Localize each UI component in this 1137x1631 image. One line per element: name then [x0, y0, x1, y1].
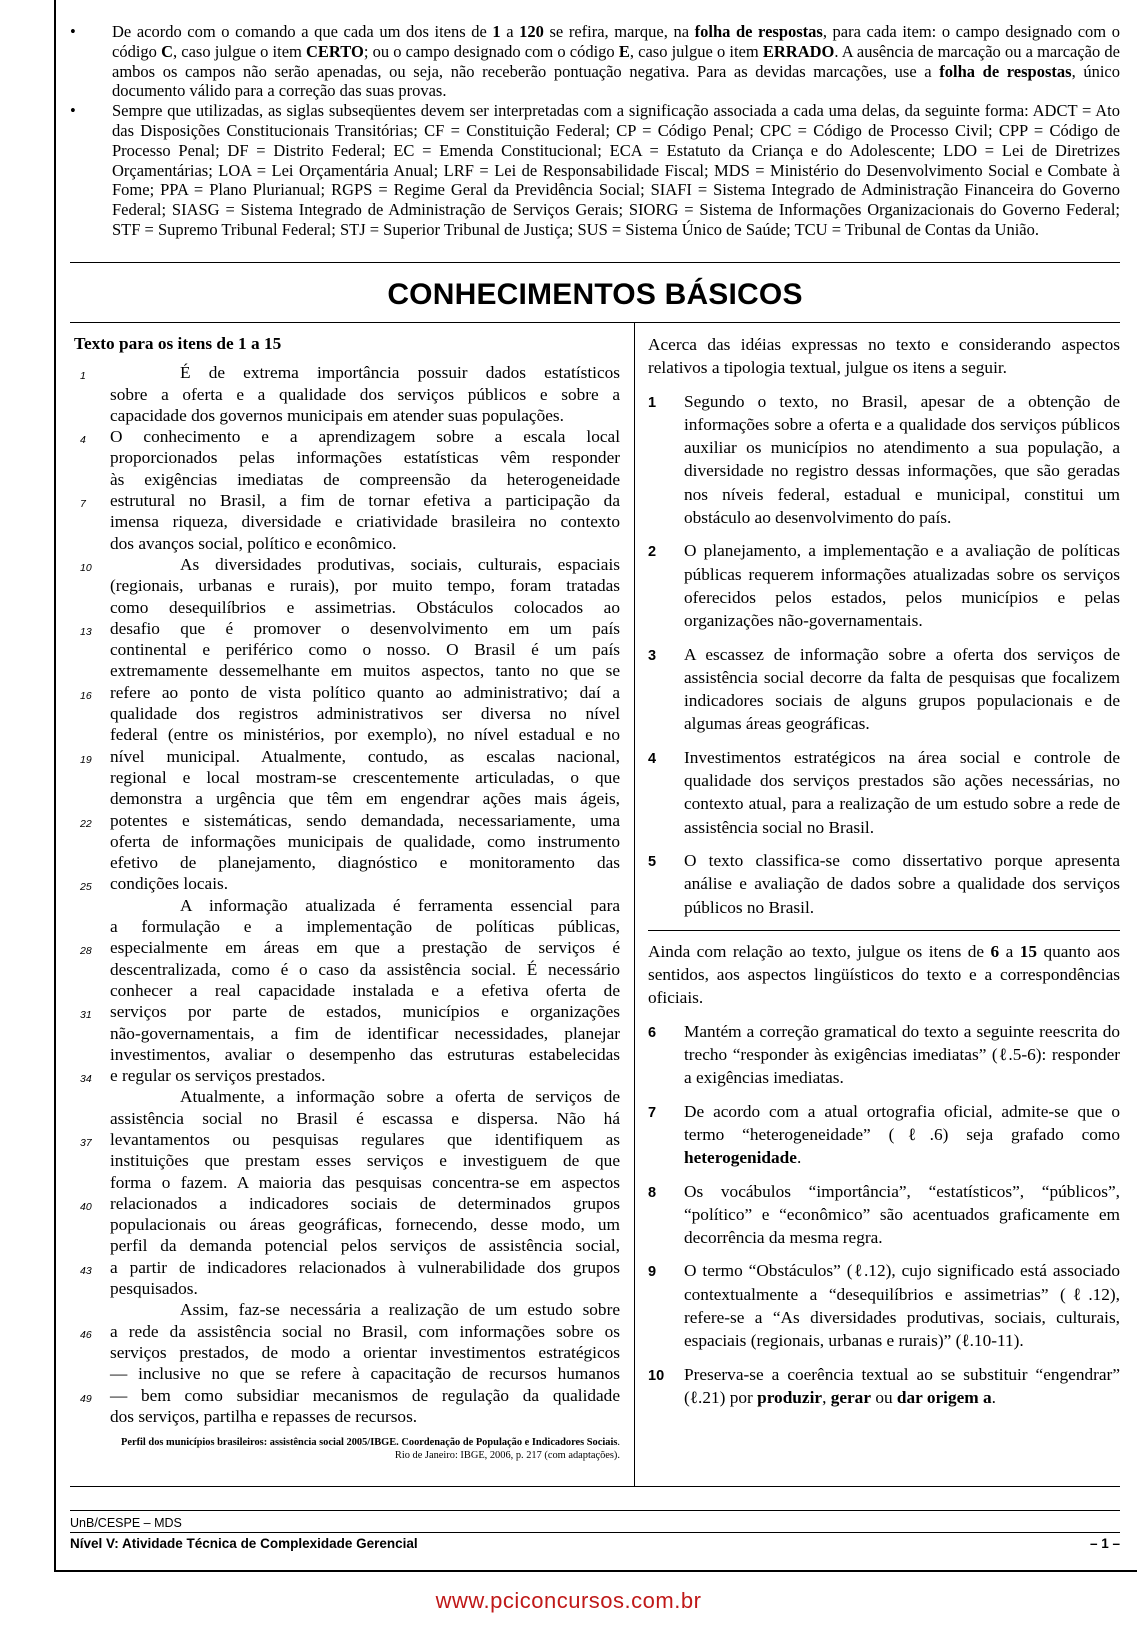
bold-text: C — [161, 41, 173, 61]
website-link[interactable]: www.pciconcursos.com.br — [435, 1588, 702, 1613]
line-text: às exigências imediatas de compreensão da heterogeneidade — [110, 469, 620, 489]
line-text: condições locais. — [110, 874, 229, 894]
line-text: serviços prestados, de modo a orientar investimentos estratégicos — [110, 1342, 620, 1362]
line-text: extremamente dessemelhante em muitos aspectos, tanto no que se — [110, 661, 620, 681]
line-text: populacionais ou áreas geográficas, fornecendo, desse modo, um — [110, 1215, 620, 1235]
text-line — [74, 1278, 620, 1299]
line-text: (regionais, urbanas e rurais), por muito tempo, foram tratadas — [110, 576, 620, 596]
text-line — [74, 597, 620, 618]
text-line — [74, 810, 620, 831]
text-heading: Texto para os itens de 1 a 15 — [74, 334, 282, 353]
line-text: não-governamentais, a fim de identificar necessidades, planejar — [110, 1023, 620, 1043]
title-rule — [70, 322, 1120, 323]
line-number: 10 — [80, 561, 92, 574]
text-line — [74, 554, 620, 575]
text-line — [74, 1193, 620, 1214]
item-number: 7 — [648, 1104, 657, 1121]
line-text: a partir de indicadores relacionados à vulnerabilidade dos grupos — [110, 1257, 620, 1277]
text-run: . A ausência de marcação ou a marcação de ambos os campos não serão apenadas, ou seja, não receberão pontuação negativa. Para as devidas marcações, use a — [112, 41, 1120, 81]
line-text: continental e periférico como o nosso. O Brasil é um país — [110, 640, 620, 660]
items-intro-1: Acerca das idéias expressas no texto e considerando aspectos relativos a tipologia textual, julgue os itens a seguir. — [648, 335, 1120, 378]
text-line — [74, 1321, 620, 1342]
footer-level: Nível V: Atividade Técnica de Complexidade Gerencial — [70, 1536, 418, 1551]
items-intro-2 — [648, 940, 1120, 1010]
line-text: levantamentos ou pesquisas regulares que identifiquem as — [110, 1129, 620, 1149]
line-text: refere ao ponto de vista político quanto ao administrativo; daí a — [110, 682, 620, 702]
text-line — [74, 639, 620, 660]
text-line — [74, 1299, 620, 1320]
text-line — [74, 895, 620, 916]
text-line — [74, 959, 620, 980]
line-text: A informação atualizada é ferramenta essencial para — [180, 895, 620, 915]
line-text: conhecer a real capacidade instalada e a efetiva oferta de — [110, 980, 620, 1000]
instructions-list — [70, 22, 1120, 240]
text-run: , único documento válido para a correção das suas provas. — [112, 61, 1120, 101]
line-text: descentralizada, como é o caso da assistência social. É necessário — [110, 959, 620, 979]
items-group-2 — [648, 1020, 1120, 1409]
line-number: 46 — [80, 1328, 92, 1341]
text-line — [74, 1108, 620, 1129]
text-run: ou — [871, 1387, 897, 1407]
item-number: 9 — [648, 1264, 657, 1281]
text-line — [74, 788, 620, 809]
item-number: 10 — [648, 1367, 665, 1384]
bold-text: folha de respostas — [939, 61, 1072, 81]
text-line — [74, 1257, 620, 1278]
line-text: potentes e sistemáticas, sendo demandada, necessariamente, uma — [110, 810, 620, 830]
text-line — [74, 1214, 620, 1235]
text-line — [74, 533, 620, 554]
bullet-icon: • — [70, 101, 76, 121]
question-item — [648, 539, 1120, 632]
text-line — [74, 618, 620, 639]
question-item — [648, 1180, 1120, 1250]
instructions — [70, 22, 1120, 240]
line-number: 31 — [80, 1009, 92, 1022]
text-line — [74, 746, 620, 767]
item-number: 8 — [648, 1184, 657, 1201]
text-line — [74, 1001, 620, 1022]
text-body — [74, 362, 620, 1427]
text-run: Os vocábulos “importância”, “estatísticos”, “públicos”, “político” e “econômico” são acentuados graficamente em decorrência da mesma regra. — [684, 1181, 1120, 1248]
text-line — [74, 490, 620, 511]
page-number: – 1 – — [1089, 1536, 1120, 1551]
line-text: como desequilíbrios e assimetrias. Obstáculos colocados ao — [110, 597, 620, 617]
text-run: Preserva-se a coerência textual ao se substituir “engendrar” (ℓ.21) por — [684, 1364, 1120, 1407]
text-line — [74, 1406, 620, 1427]
text-run: , — [822, 1387, 831, 1407]
line-number: 25 — [80, 881, 92, 894]
line-text: Assim, faz-se necessária a realização de um estudo sobre — [180, 1300, 620, 1320]
line-number: 22 — [80, 817, 92, 830]
text-line — [74, 660, 620, 681]
bold-text: dar origem a — [896, 1387, 992, 1407]
text-run: De acordo com o comando a que cada um dos itens de — [112, 22, 493, 41]
text-line — [74, 1129, 620, 1150]
line-text: federal (entre os ministérios, por exemplo), no nível estadual e no — [110, 725, 620, 745]
column-bottom-rule — [70, 1486, 1120, 1487]
line-text: proporcionados pelas informações estatísticas vêm responder — [110, 448, 620, 468]
text-line — [74, 405, 620, 426]
bold-text: ERRADO — [762, 41, 835, 61]
text-run: Investimentos estratégicos na área social e controle de qualidade dos serviços prestados são ações necessárias, no contexto atual, para a realização de um estudo sobre a rede de assistência social no Brasil. — [684, 747, 1120, 837]
question-item — [648, 1020, 1120, 1090]
text-run: Mantém a correção gramatical do texto a seguinte reescrita do trecho “responder às exigências imediatas” (ℓ.5-6): responder a exigências imediatas. — [684, 1021, 1120, 1088]
line-text: forma o fazem. A maioria das pesquisas concentra-se em aspectos — [110, 1172, 620, 1192]
text-line — [74, 724, 620, 745]
line-text: É de extrema importância possuir dados estatísticos — [180, 363, 620, 383]
footer-level-row — [70, 1536, 1120, 1551]
line-number: 43 — [80, 1264, 92, 1277]
line-number: 49 — [80, 1392, 92, 1405]
bold-text: gerar — [830, 1387, 871, 1407]
line-text: — bem como subsidiar mecanismos de regulação da qualidade — [110, 1385, 620, 1405]
footer-rule-1 — [70, 1510, 1120, 1511]
footer-org: UnB/CESPE – MDS — [70, 1516, 182, 1530]
line-number: 28 — [80, 945, 92, 958]
text-line — [74, 1172, 620, 1193]
text-line — [74, 1065, 620, 1086]
line-text: dos serviços, partilha e repasses de recursos. — [110, 1406, 418, 1426]
question-item — [648, 849, 1120, 919]
text-line — [74, 575, 620, 596]
text-run: a — [500, 22, 520, 41]
line-text: nível municipal. Atualmente, contudo, as escalas nacional, — [110, 746, 620, 766]
line-text: investimentos, avaliar o desempenho das estruturas estabelecidas — [110, 1044, 620, 1064]
line-text: As diversidades produtivas, sociais, culturais, espaciais — [180, 554, 620, 574]
line-text: dos avanços social, político e econômico. — [110, 533, 397, 553]
text-line — [74, 1363, 620, 1384]
line-text: assistência social no Brasil é escassa e dispersa. Não há — [110, 1108, 620, 1128]
text-run: O planejamento, a implementação e a avaliação de políticas públicas requerem informações atualizadas sobre os serviços oferecidos pelos estados, pelos municípios e pelas organizações não-governamentais. — [684, 541, 1120, 631]
text-run: , caso julgue o item — [172, 41, 307, 61]
text-run: a — [999, 941, 1020, 961]
line-number: 13 — [80, 625, 92, 638]
text-line — [74, 703, 620, 724]
line-text: qualidade dos registros administrativos ser diversa no nível — [110, 704, 620, 724]
text-line — [74, 873, 620, 894]
source-bold: Perfil dos municípios brasileiros: assistência social 2005/IBGE. Coordenação de População e Indicadores Sociais — [121, 1437, 618, 1449]
line-text: e regular os serviços prestados. — [110, 1066, 326, 1086]
line-text: efetivo de planejamento, diagnóstico e monitoramento das — [110, 853, 620, 873]
line-number: 1 — [80, 370, 86, 383]
line-number: 40 — [80, 1200, 92, 1213]
item-number: 2 — [648, 544, 657, 561]
line-text: desafio que é promover o desenvolvimento em um país — [110, 618, 620, 638]
text-run: , caso julgue o item — [629, 41, 763, 61]
text-line — [74, 447, 620, 468]
line-text: regional e local mostram-se crescentemente articuladas, o que — [110, 767, 620, 787]
item-number: 5 — [648, 853, 657, 870]
text-run: . — [796, 1148, 802, 1168]
line-text: demonstra a urgência que têm em engendrar ações mais ágeis, — [110, 789, 620, 809]
line-text: pesquisados. — [110, 1279, 198, 1299]
instruction-item — [70, 101, 1120, 240]
text-run: O termo “Obstáculos” (ℓ.12), cujo significado está associado contextualmente a “desequilíbrios e assimetrias” (ℓ.12), refere-se a “As diversidades produtivas, sociais, culturais, espaciais (regionais, urbanas e rurais)” (ℓ.10-11). — [684, 1261, 1120, 1351]
question-item — [648, 1363, 1120, 1410]
line-text: a formulação e a implementação de políticas públicas, — [110, 917, 620, 937]
line-text: O conhecimento e a aprendizagem sobre a escala local — [110, 427, 620, 447]
text-run: De acordo com a atual ortografia oficial, admite-se que o termo “heterogeneidade” (ℓ.6) seja grafado como — [684, 1101, 1120, 1144]
text-line — [74, 1023, 620, 1044]
item-number: 1 — [648, 394, 657, 411]
question-item — [648, 1259, 1120, 1352]
question-item — [648, 1100, 1120, 1170]
line-text: instituições que prestam esses serviços e investiguem de que — [110, 1151, 620, 1171]
header-rule — [70, 262, 1120, 263]
question-item — [648, 390, 1120, 530]
text-line — [74, 511, 620, 532]
text-line — [74, 1385, 620, 1406]
text-line — [74, 1235, 620, 1256]
text-line — [74, 937, 620, 958]
text-line — [74, 1150, 620, 1171]
item-number: 4 — [648, 750, 657, 767]
text-line — [74, 831, 620, 852]
item-number: 6 — [648, 1024, 657, 1041]
items-divider — [648, 930, 1120, 931]
text-line — [74, 469, 620, 490]
line-number: 16 — [80, 689, 92, 702]
text-line — [74, 426, 620, 447]
line-text: — inclusive no que se refere à capacitação de recursos humanos — [110, 1364, 620, 1384]
bold-text: 120 — [519, 22, 544, 41]
text-line — [74, 980, 620, 1001]
item-number: 3 — [648, 647, 657, 664]
text-run: Segundo o texto, no Brasil, apesar de a obtenção de informações sobre a oferta e a qualidade dos serviços públicos auxiliar os municípios no atendimento a sua população, a diversidade no registro dessas informações, que são geradas nos níveis federal, estadual e municipal, constitui um obstáculo ao desenvolvimento do país. — [684, 391, 1120, 528]
bold-text: 1 — [492, 22, 501, 41]
line-number: 4 — [80, 434, 86, 447]
line-number: 37 — [80, 1136, 92, 1149]
text-line — [74, 362, 620, 383]
line-text: serviços por parte de estados, municípios e organizações — [110, 1002, 620, 1022]
text-run: ; ou o campo designado com o código — [363, 41, 619, 61]
text-line — [74, 916, 620, 937]
line-number: 7 — [80, 498, 86, 511]
bullet-icon: • — [70, 22, 76, 41]
footer-rule-2 — [70, 1532, 1120, 1533]
text-run: O texto classifica-se como dissertativo porque apresenta análise e avaliação de dados sobre a qualidade dos serviços públicos no Brasil. — [684, 850, 1120, 917]
line-text: sobre a oferta e a qualidade dos serviços públicos e sobre a — [110, 384, 620, 404]
bold-text: E — [618, 41, 630, 61]
text-run: se refira, marque, na — [543, 22, 695, 41]
line-text: perfil da demanda potencial pelos serviços de assistência social, — [110, 1236, 620, 1256]
bold-text: produzir — [757, 1387, 823, 1407]
bold-text: heterogenidade — [684, 1148, 797, 1168]
text-run: Ainda com relação ao texto, julgue os itens de — [648, 941, 991, 961]
text-run: quanto aos sentidos, aos aspectos lingüísticos do texto e a correspondências oficiais. — [648, 941, 1120, 1008]
text-line — [74, 1086, 620, 1107]
text-line — [74, 852, 620, 873]
question-item — [648, 746, 1120, 839]
instruction-item — [70, 22, 1120, 101]
line-text: estrutural no Brasil, a fim de tornar efetiva a participação da — [110, 491, 620, 511]
text-line — [74, 767, 620, 788]
items-group-1 — [648, 390, 1120, 919]
text-run: A escassez de informação sobre a oferta dos serviços de assistência social decorre da falta de pesquisas que focalizem indicadores sociais de alguns grupos populacionais e de algumas áreas geográficas. — [684, 644, 1120, 734]
line-number: 19 — [80, 753, 92, 766]
section-title: CONHECIMENTOS BÁSICOS — [387, 278, 803, 311]
source-rest: . Rio de Janeiro: IBGE, 2006, p. 217 (com adaptações). — [394, 1437, 620, 1461]
items-column — [648, 333, 1120, 1409]
text-line — [74, 682, 620, 703]
line-text: especialmente em áreas em que a prestação de serviços é — [110, 938, 620, 958]
line-text: a rede da assistência social no Brasil, com informações sobre os — [110, 1321, 620, 1341]
text-line — [74, 1342, 620, 1363]
line-text: oferta de informações municipais de qualidade, como instrumento — [110, 831, 620, 851]
line-text: relacionados a indicadores sociais de determinados grupos — [110, 1193, 620, 1213]
question-item — [648, 643, 1120, 736]
text-line — [74, 384, 620, 405]
bold-text: 15 — [1019, 941, 1038, 961]
text-column — [74, 333, 620, 1462]
line-text: imensa riqueza, diversidade e criatividade brasileira no contexto — [110, 512, 620, 532]
text-source — [74, 1437, 620, 1462]
line-text: Atualmente, a informação sobre a oferta de serviços de — [180, 1087, 620, 1107]
line-number: 34 — [80, 1073, 92, 1086]
bold-text: folha de respostas — [694, 22, 823, 41]
bold-text: 6 — [990, 941, 1000, 961]
text-run: . — [991, 1387, 996, 1407]
line-text: capacidade dos governos municipais em atender suas populações. — [110, 405, 564, 425]
text-line — [74, 1044, 620, 1065]
bold-text: CERTO — [306, 41, 364, 61]
text-run: , para cada item: o campo designado com o código — [112, 22, 1120, 61]
column-separator — [634, 323, 635, 1486]
text-run: Sempre que utilizadas, as siglas subseqüentes devem ser interpretadas com a significação associada a cada uma delas, da seguinte forma: ADCT = Ato das Disposições Constitucionais Transitórias; CF = Constituição Federal; CP = Código Penal; CPC = Código de Processo Civil; CPP = Código de Processo Penal; DF = Distrito Federal; EC = Emenda Constitucional; ECA = Estatuto da Criança e do Adolescente; LDO = Lei de Diretrizes Orçamentárias; LOA = Lei Orçamentária Anual; LRF = Lei de Responsabilidade Fiscal; MDS = Ministério do Desenvolvimento Social e Combate à Fome; PPA = Plano Plurianual; RGPS = Regime Geral da Previdência Social; SIAFI = Sistema Integrado de Administração Financeira do Governo Federal; SIASG = Sistema Integrado de Administração de Serviços Gerais; SIORG = Sistema de Informações Organizacionais do Governo Federal; STF = Supremo Tribunal Federal; STJ = Superior Tribunal de Justiça; SUS = Sistema Único de Saúde; TCU = Tribunal de Contas da União. — [112, 101, 1120, 239]
